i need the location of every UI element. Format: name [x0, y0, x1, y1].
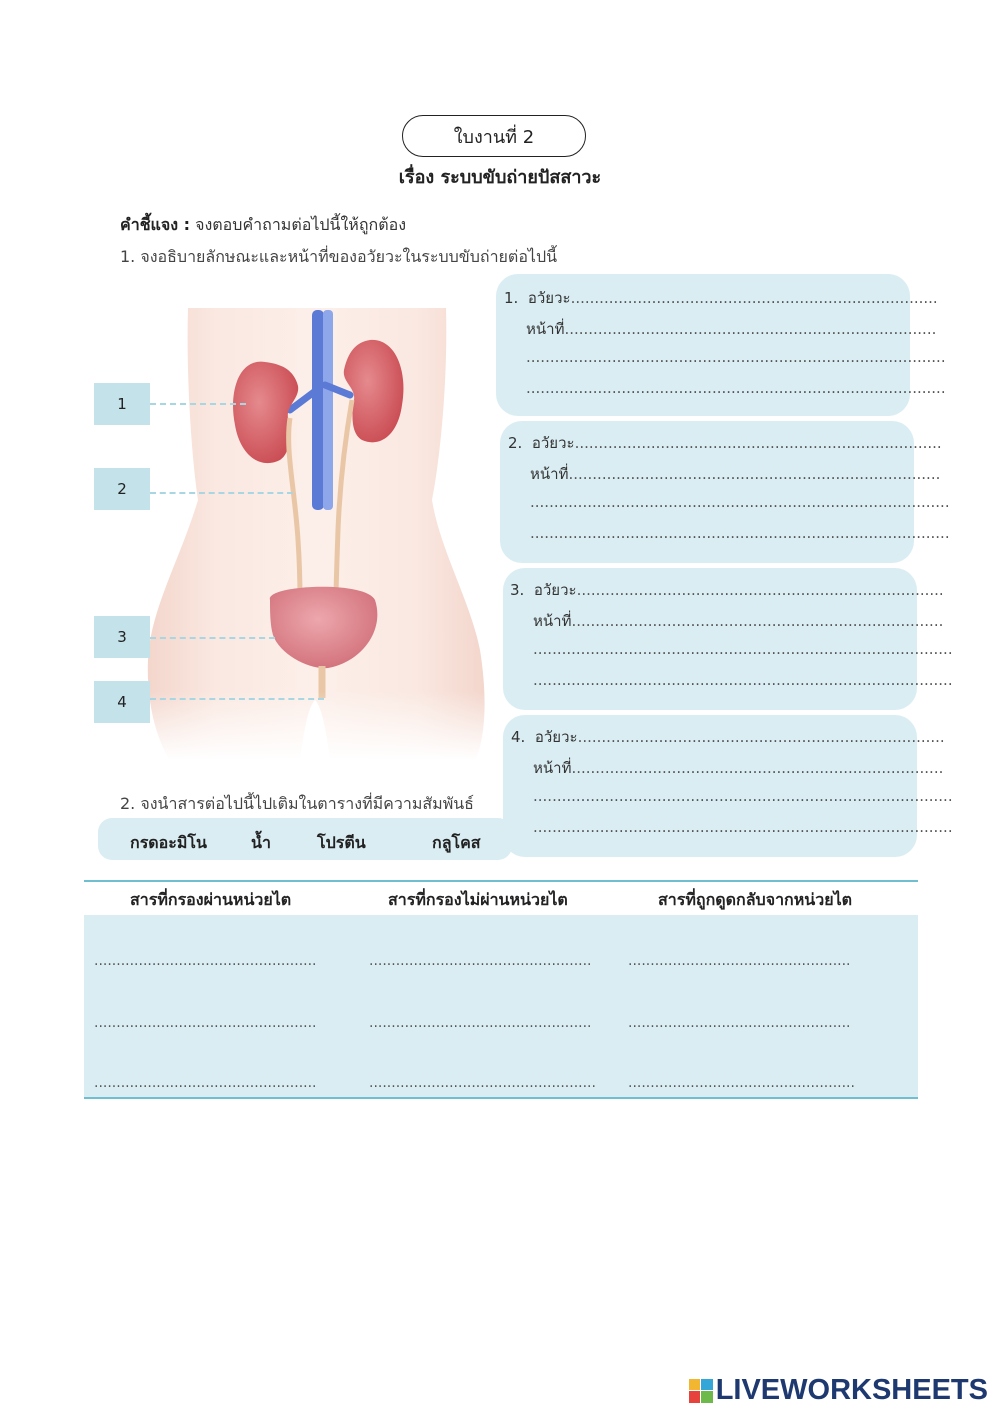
table-answer-cell[interactable]: ...................................................	[369, 1075, 596, 1091]
word-protein[interactable]: โปรตีน	[317, 833, 366, 852]
word-water[interactable]: น้ำ	[251, 833, 271, 852]
column-header-not-filtered: สารที่กรองไม่ผ่านหน่วยไต	[388, 890, 568, 909]
diagram-label-1[interactable]: 1	[94, 383, 150, 425]
answer-line[interactable]: ........................................................................................	[530, 493, 950, 511]
leader-line-2	[150, 492, 293, 494]
table-answer-cell[interactable]: ..................................................	[94, 1075, 317, 1091]
table-answer-cell[interactable]: ..................................................	[369, 1015, 592, 1031]
function-label: หน้าที่	[526, 320, 565, 338]
worksheet-title	[402, 115, 586, 157]
table-body	[84, 915, 918, 1099]
worksheet-subtitle: เรื่อง ระบบขับถ่ายปัสสาวะ	[398, 167, 602, 188]
word-glucose[interactable]: กลูโคส	[432, 833, 481, 852]
organ-label: อวัยวะ	[533, 581, 577, 599]
answer-number: 2.	[508, 434, 523, 452]
function-answer-line-2[interactable]: หน้าที่..............................................................................	[530, 465, 941, 483]
function-label: หน้าที่	[530, 465, 569, 483]
answer-line[interactable]: ........................................................................................	[533, 671, 953, 689]
answer-box-1	[496, 274, 946, 416]
instructions	[120, 213, 406, 238]
answer-box-2	[500, 421, 950, 563]
question-1: 1. จงอธิบายลักษณะและหน้าที่ของอวัยวะในระบบขับถ่ายต่อไปนี้	[120, 247, 558, 266]
function-label: หน้าที่	[533, 612, 572, 630]
table-answer-cell[interactable]: ..................................................	[628, 1015, 851, 1031]
answer-line[interactable]: ........................................................................................	[526, 348, 946, 366]
question-2: 2. จงนำสารต่อไปนี้ไปเติมในตารางที่มีความสัมพันธ์	[120, 794, 474, 813]
table-answer-cell[interactable]: ..................................................	[94, 1015, 317, 1031]
answer-line[interactable]: ........................................................................................	[533, 818, 953, 836]
organ-answer-line-3[interactable]: 3. อวัยวะ.............................................................................	[510, 581, 944, 599]
diagram-label-2[interactable]: 2	[94, 468, 150, 510]
organ-answer-line-2[interactable]: 2. อวัยวะ.............................................................................	[508, 434, 942, 452]
function-answer-line-4[interactable]: หน้าที่..............................................................................	[533, 759, 944, 777]
function-answer-line-3[interactable]: หน้าที่..............................................................................	[533, 612, 944, 630]
urinary-system-illustration	[140, 300, 490, 760]
instructions-label: คำชี้แจง :	[120, 215, 191, 234]
organ-label: อวัยวะ	[534, 728, 578, 746]
organ-label: อวัยวะ	[531, 434, 575, 452]
column-header-reabsorbed: สารที่ถูกดูดกลับจากหน่วยไต	[658, 890, 853, 909]
word-bank	[98, 818, 512, 860]
organ-label: อวัยวะ	[527, 289, 571, 307]
diagram-label-4[interactable]: 4	[94, 681, 150, 723]
answer-box-4	[503, 715, 953, 857]
table-answer-cell[interactable]: ..................................................	[628, 953, 851, 969]
table-header	[84, 880, 918, 917]
word-amino-acid[interactable]: กรดอะมิโน	[130, 833, 207, 852]
diagram-label-3[interactable]: 3	[94, 616, 150, 658]
leader-line-1	[150, 403, 246, 405]
column-header-filtered: สารที่กรองผ่านหน่วยไต	[130, 890, 292, 909]
table-answer-cell[interactable]: ...................................................	[628, 1075, 855, 1091]
leader-line-4	[150, 698, 324, 700]
organ-answer-line-1[interactable]: 1. อวัยวะ.............................................................................	[504, 289, 938, 307]
answer-number: 4.	[511, 728, 526, 746]
answer-number: 1.	[504, 289, 519, 307]
answer-line[interactable]: ........................................................................................	[533, 640, 953, 658]
answer-number: 3.	[510, 581, 525, 599]
leader-line-3	[150, 637, 275, 639]
answer-line[interactable]: ........................................................................................	[530, 524, 950, 542]
worksheet-title-text: ใบงานที่ 2	[453, 126, 535, 148]
table-answer-cell[interactable]: ..................................................	[94, 953, 317, 969]
answer-line[interactable]: ........................................................................................	[533, 787, 953, 805]
table-answer-cell[interactable]: ..................................................	[369, 953, 592, 969]
logo-text: LIVEWORKSHEETS	[715, 1374, 988, 1406]
liveworksheets-logo-icon	[689, 1379, 713, 1403]
substance-table	[84, 880, 918, 1098]
answer-line[interactable]: ........................................................................................	[526, 379, 946, 397]
answer-box-3	[503, 568, 953, 710]
instructions-text: จงตอบคำถามต่อไปนี้ให้ถูกต้อง	[190, 215, 407, 234]
organ-answer-line-4[interactable]: 4. อวัยวะ.............................................................................	[511, 728, 945, 746]
liveworksheets-logo	[689, 1374, 988, 1407]
function-label: หน้าที่	[533, 759, 572, 777]
function-answer-line-1[interactable]: หน้าที่..............................................................................	[526, 320, 937, 338]
